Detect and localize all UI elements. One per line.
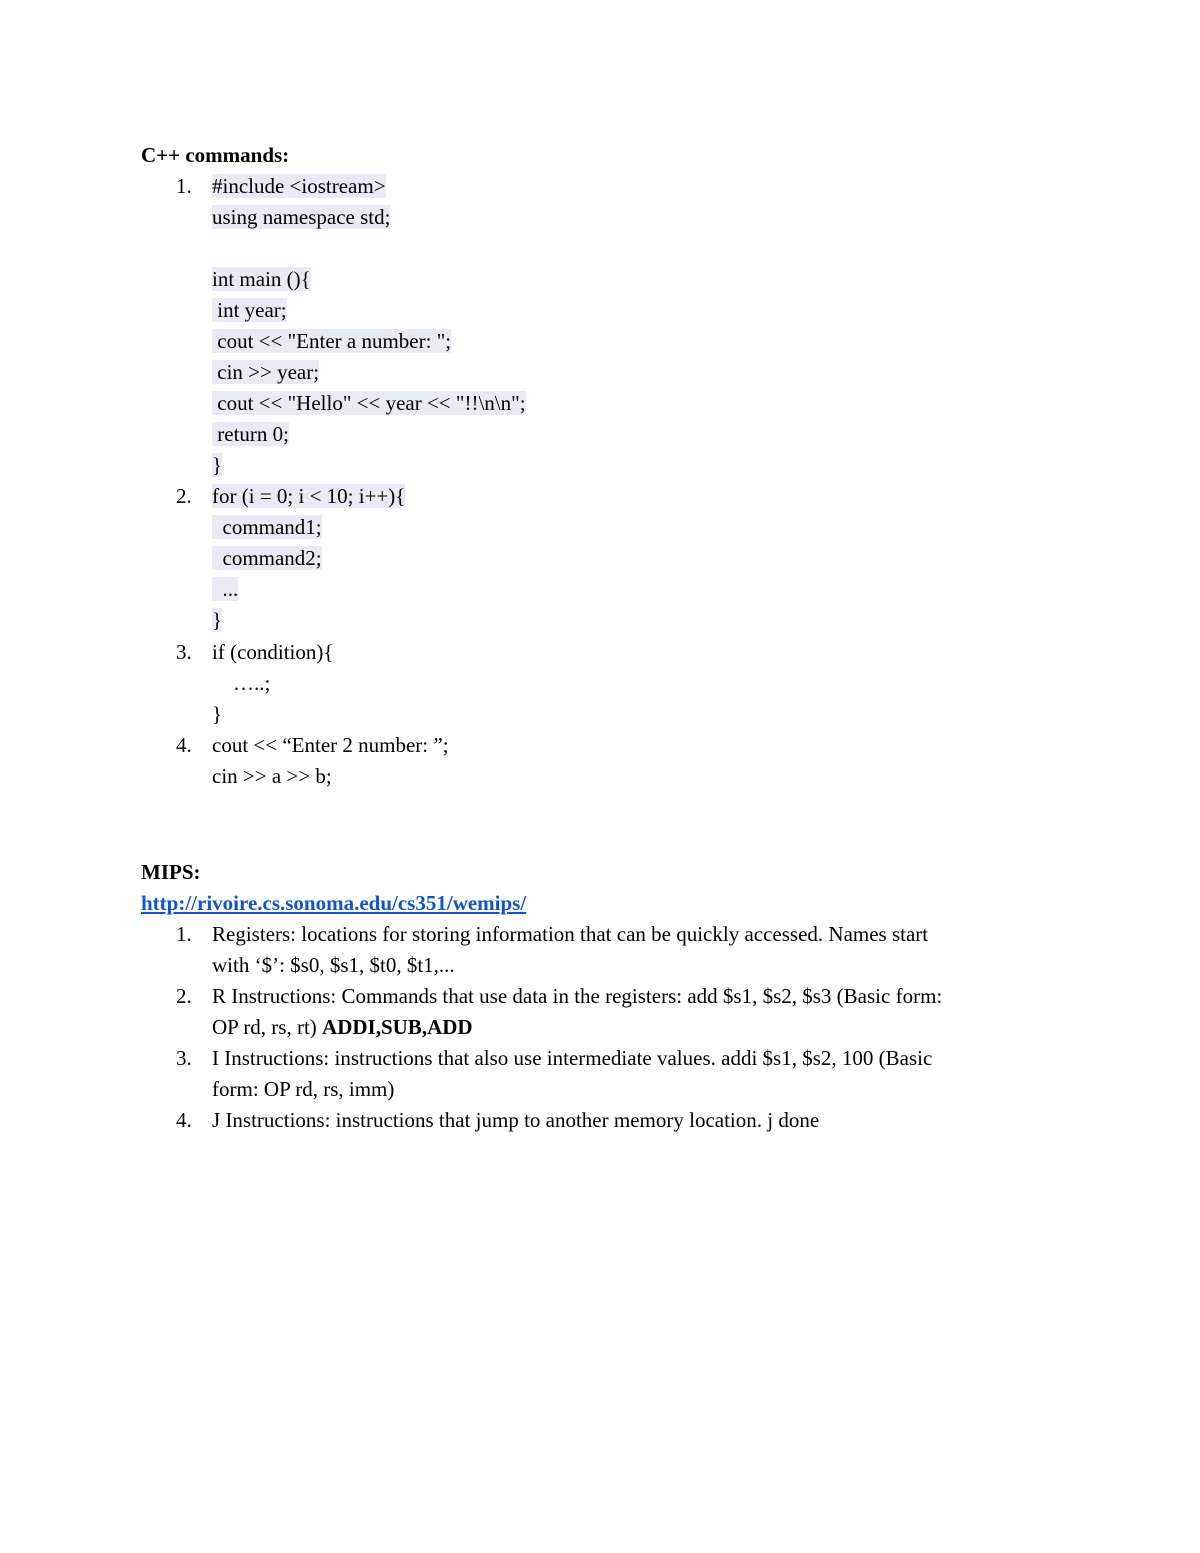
cpp-item-2-number: 2.	[176, 484, 192, 508]
cpp-item-4-line-2: cin >> a >> b;	[212, 764, 332, 788]
cpp-item-1-line-2: using namespace std;	[212, 205, 391, 229]
cpp-item-3-line-3: }	[212, 702, 223, 726]
cpp-item-1-line-8: cout << "Hello" << year << "!!\n\n";	[212, 391, 526, 415]
mips-item-1-line-2: with ‘$’: $s0, $s1, $t0, $t1,...	[212, 953, 455, 977]
cpp-item-1-line-5: int year;	[212, 298, 287, 322]
mips-item-1-number: 1.	[176, 922, 192, 946]
cpp-item-1-line-9: return 0;	[212, 422, 289, 446]
wemips-link[interactable]: http://rivoire.cs.sonoma.edu/cs351/wemips/	[141, 891, 527, 915]
cpp-item-1-number: 1.	[176, 174, 192, 198]
cpp-heading: C++ commands:	[141, 143, 290, 167]
cpp-item-2-line-4: ...	[212, 577, 239, 601]
mips-item-2-line-1: R Instructions: Commands that use data in the registers: add $s1, $s2, $s3 (Basic form:	[212, 984, 943, 1008]
cpp-item-2-line-5: }	[212, 608, 223, 632]
cpp-item-4-line-1: cout << “Enter 2 number: ”;	[212, 733, 449, 757]
mips-heading: MIPS:	[141, 860, 201, 884]
mips-item-3-number: 3.	[176, 1046, 192, 1070]
mips-item-2-number: 2.	[176, 984, 192, 1008]
mips-item-1-line-1: Registers: locations for storing information that can be quickly accessed. Names start	[212, 922, 929, 946]
cpp-item-2-line-3: command2;	[212, 546, 322, 570]
cpp-item-1-line-1: #include <iostream>	[212, 174, 386, 198]
mips-item-2-line-2: OP rd, rs, rt)	[212, 1015, 323, 1039]
cpp-item-4-number: 4.	[176, 733, 192, 757]
cpp-item-1-line-4: int main (){	[212, 267, 311, 291]
mips-item-2-bold-ops: ADDI,SUB,ADD	[322, 1015, 473, 1039]
cpp-item-2-line-2: command1;	[212, 515, 322, 539]
cpp-item-3-number: 3.	[176, 640, 192, 664]
cpp-item-3-line-2: …..;	[212, 671, 271, 695]
cpp-item-1-line-10: }	[212, 453, 223, 477]
mips-item-4-line-1: J Instructions: instructions that jump to another memory location. j done	[212, 1108, 820, 1132]
cpp-item-2-line-1: for (i = 0; i < 10; i++){	[212, 484, 406, 508]
mips-item-3-line-1: I Instructions: instructions that also use intermediate values. addi $s1, $s2, 100 (Basic	[212, 1046, 933, 1070]
mips-item-4-number: 4.	[176, 1108, 192, 1132]
cpp-item-1-line-7: cin >> year;	[212, 360, 320, 384]
mips-item-3-line-2: form: OP rd, rs, imm)	[212, 1077, 395, 1101]
cpp-item-1-line-6: cout << "Enter a number: ";	[212, 329, 452, 353]
cpp-item-3-line-1: if (condition){	[212, 640, 334, 664]
